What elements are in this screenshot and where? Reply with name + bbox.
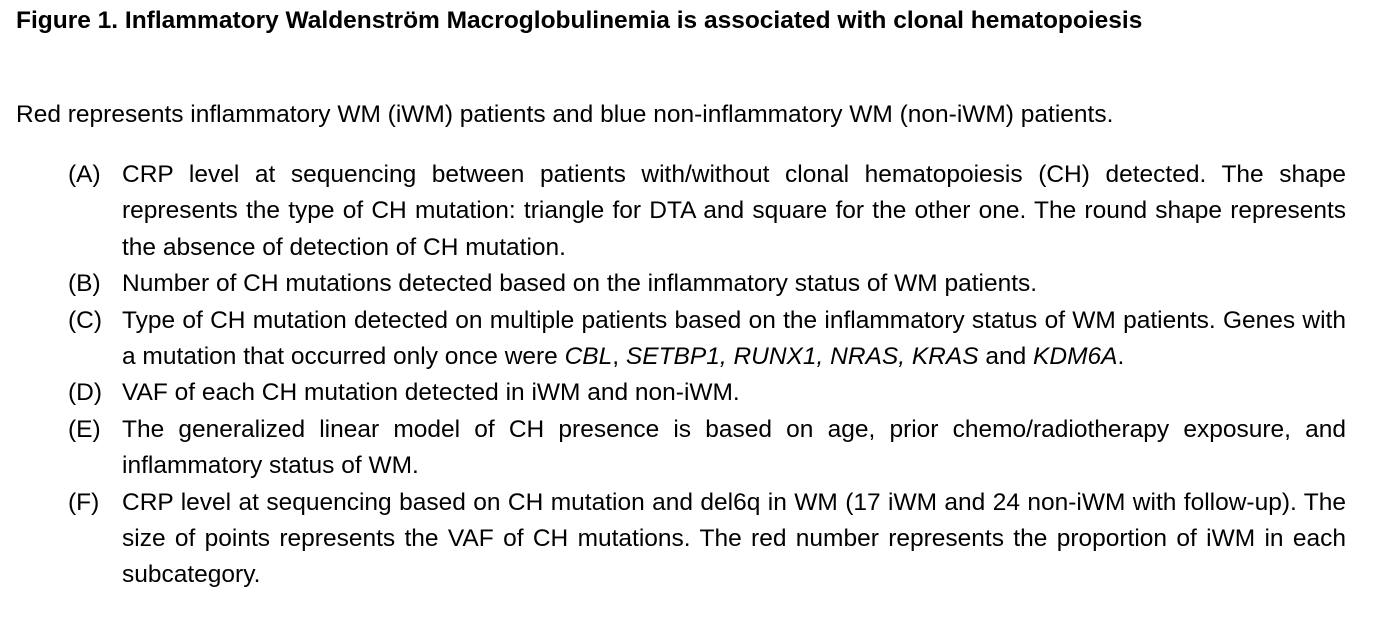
panel-item-d — [68, 375, 1346, 411]
gene-separator-and: and — [978, 343, 1034, 371]
gene-name-kdm6a: KDM6A — [1033, 343, 1118, 371]
panel-label-f: (F) — [68, 488, 100, 516]
panel-label-e: (E) — [68, 415, 101, 443]
panel-label-c: (C) — [68, 306, 103, 334]
panel-text-c-lead: Type of CH mutation detected on multiple patients based on the inflammatory status of WM patients. Genes with a mutation that occurred only once were — [122, 306, 1346, 371]
panel-description-list — [68, 157, 1346, 594]
panel-item-f — [68, 485, 1346, 594]
panel-text-e: The generalized linear model of CH presence is based on age, prior chemo/radiotherapy exposure, and inflammatory status of WM. — [122, 415, 1346, 480]
panel-text-b: Number of CH mutations detected based on the inflammatory status of WM patients. — [122, 270, 1038, 298]
panel-text-a: CRP level at sequencing between patients with/without clonal hematopoiesis (CH) detected. The shape represents the type of CH mutation: triangle for DTA and square for the other one. The round shape represents the absence of detection of CH mutation. — [122, 161, 1346, 261]
gene-separator: , — [612, 343, 626, 371]
figure-intro: Red represents inflammatory WM (iWM) patients and blue non-inflammatory WM (non-iWM) patients. — [16, 101, 1114, 128]
panel-label-d: (D) — [68, 379, 103, 407]
figure-title: Figure 1. Inflammatory Waldenström Macroglobulinemia is associated with clonal hematopoiesis — [16, 7, 1143, 34]
gene-name-cbl: CBL — [564, 343, 613, 371]
panel-text-c — [122, 303, 1346, 376]
panel-text-c-end: . — [1117, 343, 1125, 371]
panel-text-f: CRP level at sequencing based on CH mutation and del6q in WM (17 iWM and 24 non-iWM with follow-up). The size of points represents the VAF of CH mutations. The red number represents the proportion of iWM in each subcategory. — [122, 488, 1346, 589]
panel-label-b: (B) — [68, 270, 101, 298]
panel-label-a: (A) — [68, 161, 101, 188]
panel-item-e — [68, 412, 1346, 485]
gene-names-list: SETBP1, RUNX1, NRAS, KRAS — [625, 343, 979, 371]
panel-text-d: VAF of each CH mutation detected in iWM and non-iWM. — [122, 379, 740, 407]
panel-item-b — [68, 266, 1346, 302]
panel-item-c — [68, 303, 1346, 376]
panel-item-a — [68, 157, 1346, 266]
